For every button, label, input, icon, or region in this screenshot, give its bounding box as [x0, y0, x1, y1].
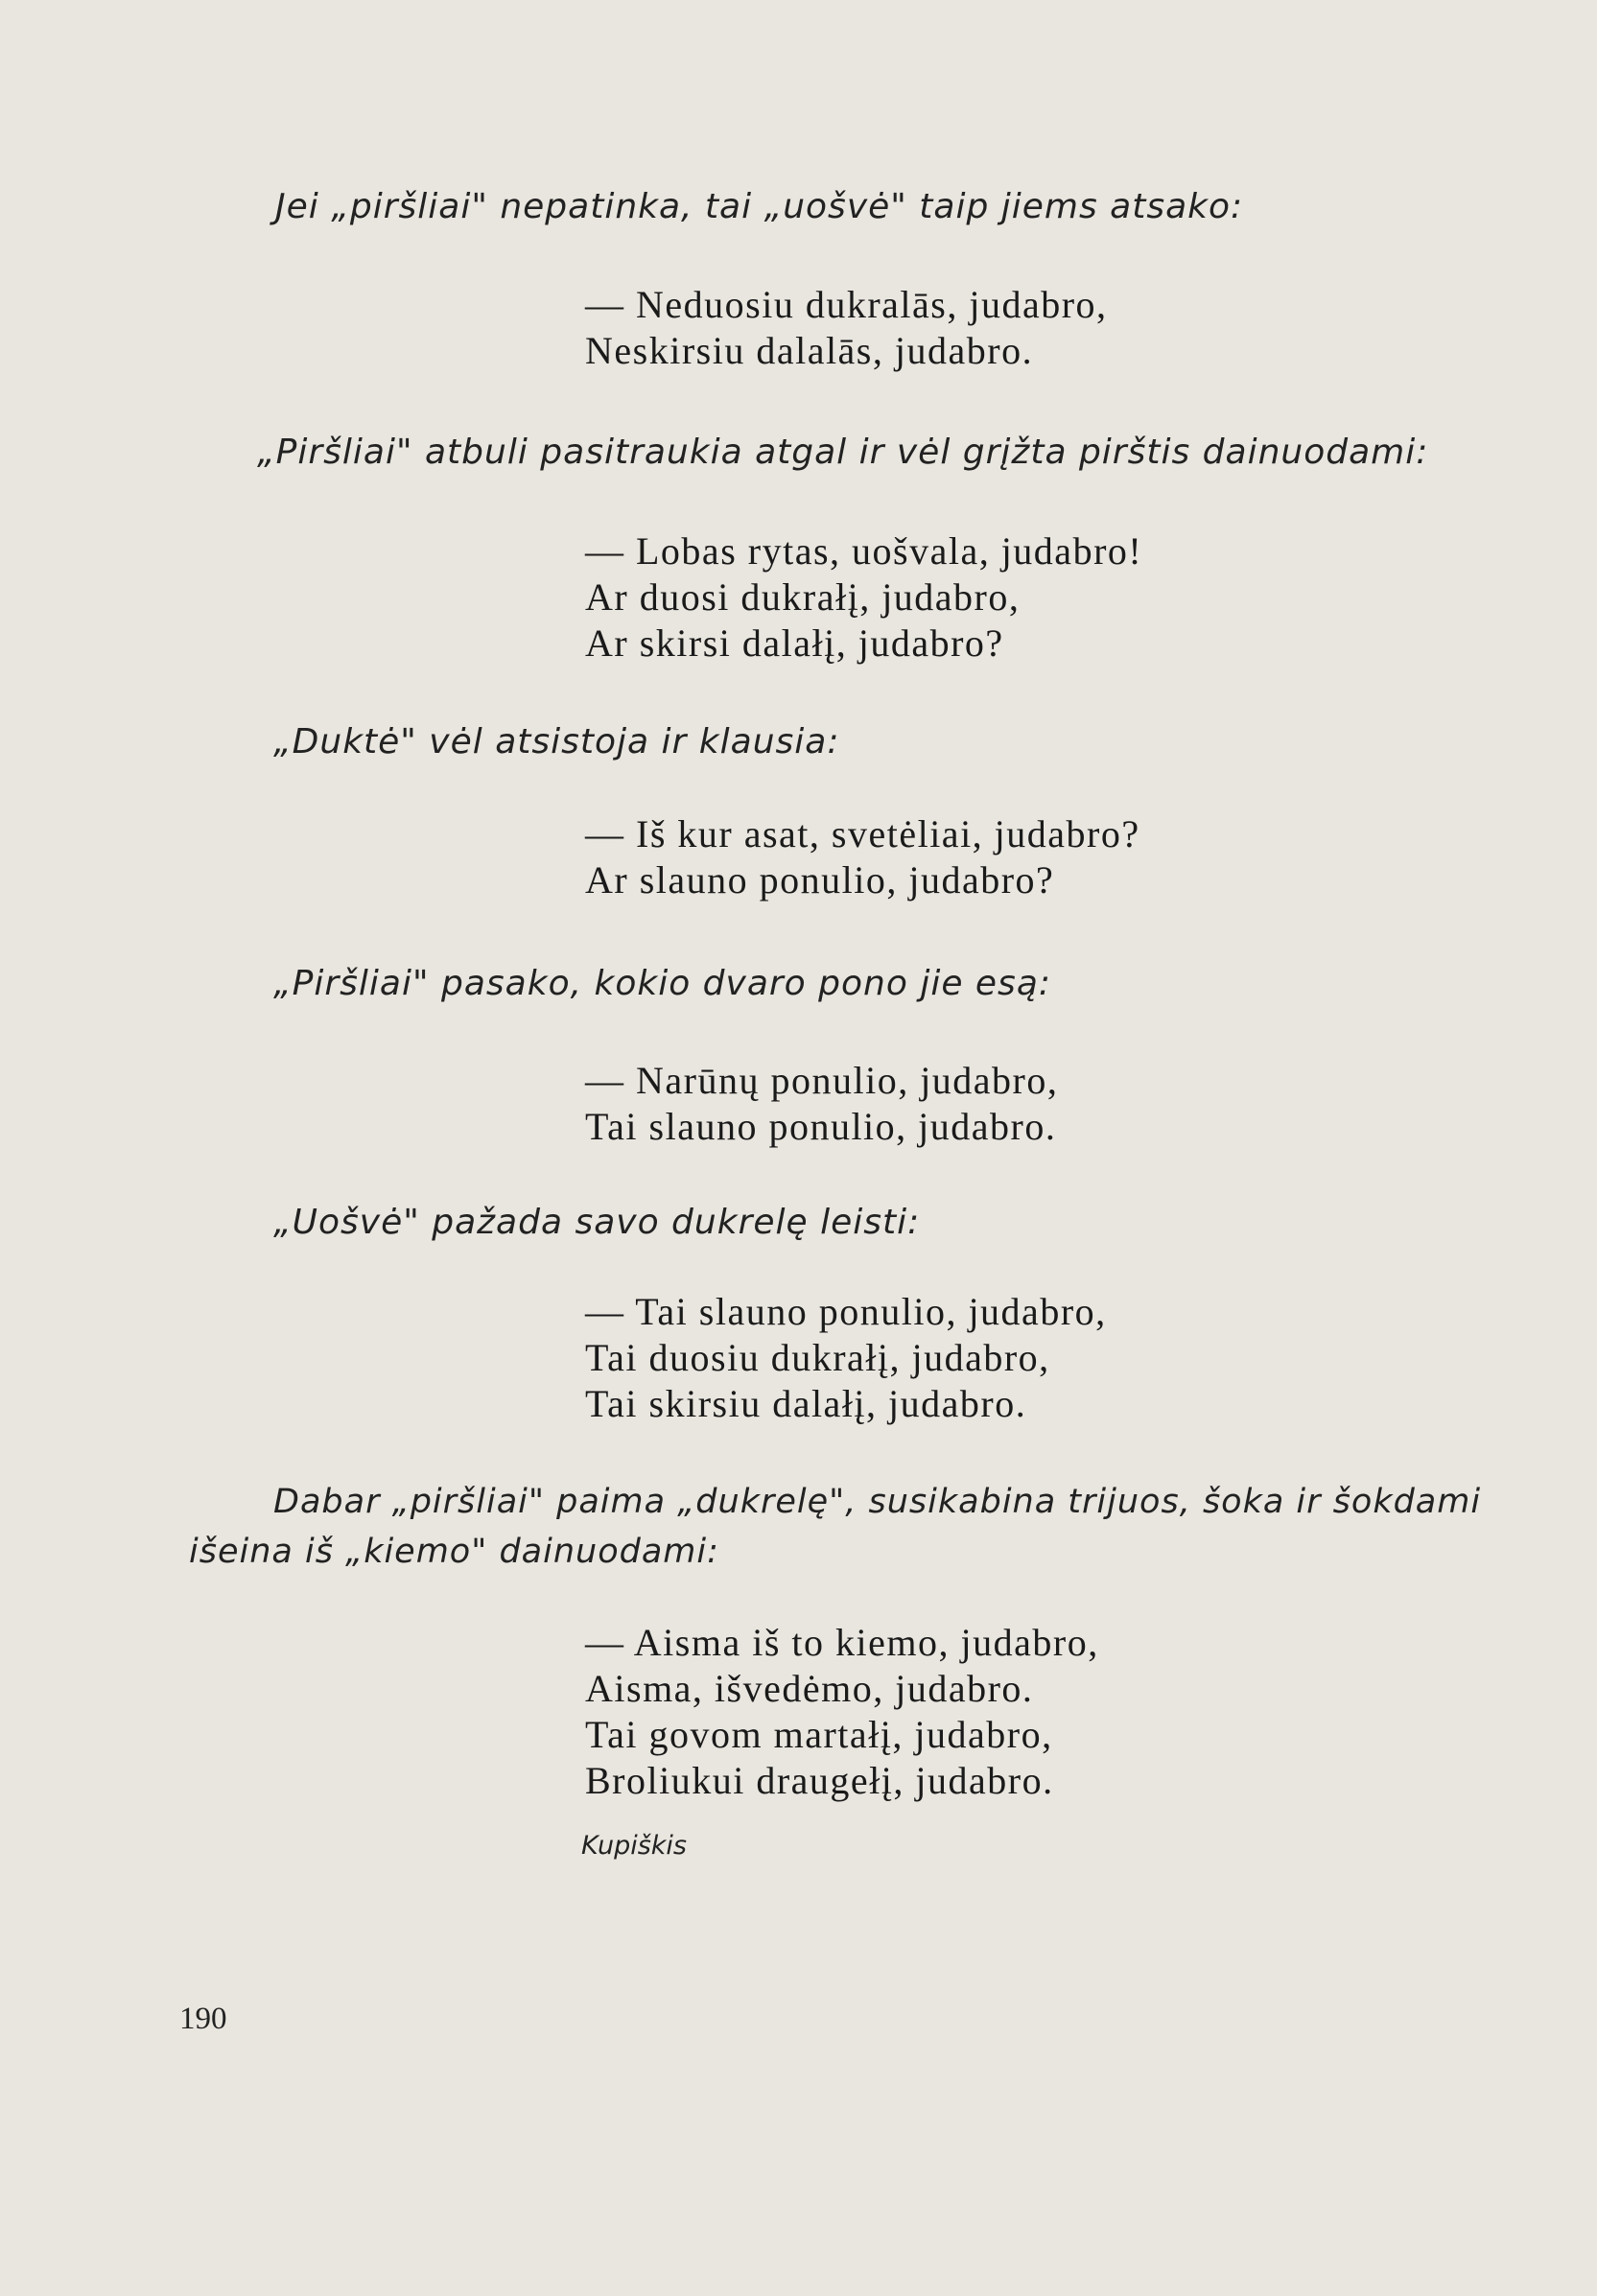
- verse-line: Broliukui draugełį, judabro.: [585, 1759, 1054, 1802]
- verse-line: — Neduosiu dukralās, judabro,: [585, 283, 1108, 326]
- page-number: 190: [179, 2002, 227, 2036]
- verse-line: Tai govom martałį, judabro,: [585, 1713, 1053, 1756]
- verse-line: Tai skirsiu dalałį, judabro.: [585, 1382, 1027, 1425]
- stanza-2: [585, 528, 1142, 667]
- stanza-1: [585, 282, 1108, 374]
- verse-line: Ar slauno ponulio, judabro?: [585, 858, 1055, 902]
- verse-line: Tai slauno ponulio, judabro.: [585, 1105, 1057, 1148]
- intro-4: „Piršliai" pasako, kokio dvaro pono jie esą:: [273, 964, 1052, 1003]
- place-of-record: Kupiškis: [581, 1831, 688, 1861]
- verse-line: — Iš kur asat, svetėliai, judabro?: [585, 812, 1140, 855]
- verse-line: Ar skirsi dalałį, judabro?: [585, 621, 1004, 665]
- verse-line: Tai duosiu dukrałį, judabro,: [585, 1336, 1050, 1379]
- stanza-6: [585, 1620, 1099, 1804]
- intro-5: „Uošvė" pažada savo dukrelę leisti:: [273, 1203, 921, 1242]
- intro-6-line-1: Dabar „piršliai" paima „dukrelę", susikabina trijuos, šoka ir šokdami: [273, 1483, 1482, 1521]
- verse-line: Ar duosi dukrałį, judabro,: [585, 575, 1021, 619]
- verse-line: — Lobas rytas, uošvala, judabro!: [585, 529, 1143, 573]
- intro-2: „Piršliai" atbuli pasitraukia atgal ir vėl grįžta pirštis dainuodami:: [257, 433, 1429, 472]
- verse-line: Aisma, išvedėmo, judabro.: [585, 1667, 1034, 1710]
- verse-line: — Tai slauno ponulio, judabro,: [585, 1290, 1107, 1333]
- stanza-4: [585, 1058, 1058, 1150]
- stanza-3: [585, 811, 1140, 903]
- stanza-5: [585, 1289, 1107, 1427]
- verse-line: Neskirsiu dalalās, judabro.: [585, 329, 1034, 372]
- verse-line: — Aisma iš to kiemo, judabro,: [585, 1621, 1099, 1664]
- intro-1: Jei „piršliai" nepatinka, tai „uošvė" taip jiems atsako:: [275, 187, 1244, 226]
- verse-line: — Narūnų ponulio, judabro,: [585, 1059, 1059, 1102]
- intro-3: „Duktė" vėl atsistoja ir klausia:: [273, 722, 840, 761]
- intro-6-line-2: išeina iš „kiemo" dainuodami:: [189, 1533, 719, 1571]
